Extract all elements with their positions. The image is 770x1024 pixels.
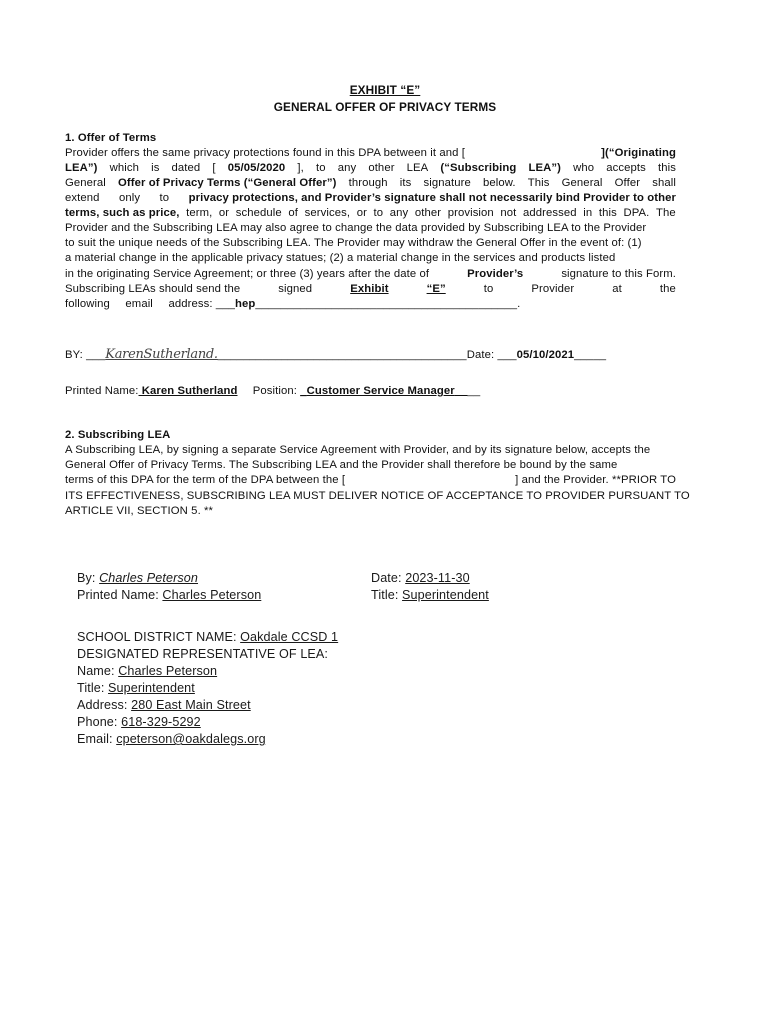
text-segment: signature to this Form.: [561, 268, 676, 280]
date-lead: ___: [497, 349, 517, 361]
designated-representative-label: DESIGNATED REPRESENTATIVE OF LEA:: [77, 647, 329, 661]
text-segment: the: [659, 283, 676, 295]
district-address-label: Address:: [77, 698, 128, 712]
text-segment: only: [118, 192, 141, 204]
text-segment: A Subscribing LEA, by signing a separate Service Agreement with Provider, and by its signature below, accepts the: [65, 444, 651, 456]
text-segment: dated: [171, 162, 201, 174]
district-phone-line: [77, 715, 201, 729]
text-segment: to: [373, 207, 384, 219]
by-lead: ___: [86, 349, 106, 361]
position-value: Customer Service Manager: [306, 385, 455, 397]
text-segment: this: [598, 207, 617, 219]
district-email-label: Email:: [77, 732, 113, 746]
paragraph-line: [65, 222, 676, 237]
paragraph-line: [65, 162, 676, 177]
text-segment: a material change in the applicable privacy statues; (2) a material change in the services and products listed: [65, 252, 616, 264]
text-segment: 05/05/2020: [227, 162, 286, 174]
text-segment: General: [561, 177, 603, 189]
paragraph-line: [65, 490, 690, 505]
paragraph-line: [65, 283, 676, 298]
lea-by-line: [77, 571, 198, 585]
text-segment: term,: [186, 207, 213, 219]
email-field: [168, 298, 520, 313]
section-1-heading: 1. Offer of Terms: [65, 132, 157, 144]
text-segment: to: [315, 162, 326, 174]
text-segment: its: [399, 177, 412, 189]
text-segment: below.: [483, 177, 516, 189]
district-name-line: [77, 664, 217, 678]
lea-title-value: Superintendent: [402, 588, 489, 602]
lea-printed-name-value: Charles Peterson: [162, 588, 262, 602]
email-value: hep: [235, 298, 256, 310]
lea-date-label: Date:: [371, 571, 402, 585]
lea-date-value: 2023-11-30: [405, 571, 470, 585]
text-segment: (“Subscribing: [440, 162, 517, 174]
text-segment: who: [573, 162, 595, 174]
text-segment: to: [159, 192, 170, 204]
text-segment: any: [337, 162, 357, 174]
text-segment: extend: [65, 192, 100, 204]
district-address-value: 280 East Main Street: [131, 698, 251, 712]
text-segment: terms, such as price,: [65, 207, 180, 219]
exhibit-subtitle: GENERAL OFFER OF PRIVACY TERMS: [273, 100, 497, 114]
position-trail-2: __: [467, 385, 481, 397]
position-trail-1: __: [454, 385, 468, 397]
text-segment: privacy protections, and Provider’s signature shall not necessarily bind Provider to other: [188, 192, 676, 204]
text-segment: in the originating Service Agreement; or three (3) years after the date of: [65, 268, 430, 280]
text-segment: which: [109, 162, 139, 174]
text-segment: of: [288, 207, 299, 219]
text-segment: Exhibit: [350, 283, 389, 295]
lea-by-label: By:: [77, 571, 96, 585]
text-segment: Provider’s: [467, 268, 524, 280]
district-phone-value: 618-329-5292: [121, 715, 201, 729]
printed-name-label: Printed Name:: [65, 385, 139, 397]
text-segment: or: [356, 207, 367, 219]
text-segment: not: [500, 207, 517, 219]
paragraph-line: [65, 444, 676, 459]
text-segment: this: [657, 162, 676, 174]
text-segment: signature: [423, 177, 471, 189]
text-segment: LEA”): [528, 162, 562, 174]
paragraph-line: [65, 207, 676, 222]
district-address-line: [77, 698, 251, 712]
text-segment: DPA.: [623, 207, 650, 219]
text-segment: provision: [447, 207, 494, 219]
email-trail: _________________________________________: [255, 298, 518, 310]
text-segment: General Offer of Privacy Terms. The Subscribing LEA and the Provider shall therefore be bound by the same: [65, 459, 618, 471]
text-segment: services,: [304, 207, 351, 219]
date-trail: _____: [574, 349, 607, 361]
text-segment: in: [583, 207, 593, 219]
date-label: Date:: [466, 349, 495, 361]
printed-name-position-line: [65, 385, 480, 397]
text-segment: ] and the Provider. **PRIOR TO: [515, 474, 676, 486]
text-segment: signed: [278, 283, 313, 295]
school-district-label: SCHOOL DISTRICT NAME:: [77, 630, 237, 644]
lea-by-value: Charles Peterson: [99, 571, 199, 585]
paragraph-line: [65, 192, 676, 207]
email-line: [65, 298, 676, 313]
district-title-value: Superintendent: [108, 681, 195, 695]
text-segment: LEA”): [65, 162, 98, 174]
district-email-line: [77, 732, 266, 746]
lea-printed-name-label: Printed Name:: [77, 588, 159, 602]
text-segment: [: [212, 162, 216, 174]
lea-date-line: [371, 571, 470, 585]
district-name-value: Charles Peterson: [118, 664, 218, 678]
district-title-line: [77, 681, 195, 695]
handwritten-signature: KarenSutherland.: [105, 347, 218, 362]
text-segment: terms of this DPA for the term of the DPA between the [: [65, 474, 346, 486]
text-segment: to suit the unique needs of the Subscribing LEA. The Provider may withdraw the General Offer in the event of: (1): [65, 237, 642, 249]
district-title-label: Title:: [77, 681, 105, 695]
text-segment: addressed: [523, 207, 577, 219]
text-segment: “E”: [426, 283, 446, 295]
paragraph-line: [65, 459, 676, 474]
district-name-label: Name:: [77, 664, 115, 678]
text-segment: Subscribing LEAs should send the: [65, 283, 241, 295]
text-segment: ],: [297, 162, 304, 174]
text-segment: This: [527, 177, 550, 189]
text-segment: shall: [652, 177, 676, 189]
text-segment: Offer: [614, 177, 641, 189]
by-trail: _______________________________________: [217, 349, 467, 361]
by-label: BY:: [65, 349, 83, 361]
printed-name-value: Karen Sutherland: [138, 385, 238, 397]
text-segment: any: [389, 207, 409, 219]
email-label-following: following: [65, 298, 110, 310]
text-segment: or: [218, 207, 230, 219]
email-lead: ___: [215, 298, 236, 310]
text-segment: schedule: [235, 207, 282, 219]
paragraph-line: [65, 474, 676, 489]
text-segment: Provider offers the same privacy protections found in this DPA between it and [: [65, 147, 465, 159]
text-segment: to: [483, 283, 494, 295]
email-label-address: address:: [168, 298, 213, 310]
school-district-value: Oakdale CCSD 1: [240, 630, 339, 644]
section-2-heading: 2. Subscribing LEA: [65, 429, 171, 441]
lea-printed-name-line: [77, 588, 261, 602]
signature-by-line: [65, 347, 606, 362]
lea-title-line: [371, 588, 489, 602]
text-segment: ITS EFFECTIVENESS, SUBSCRIBING LEA MUST DELIVER NOTICE OF ACCEPTANCE TO PROVIDER PURSUANT TO: [65, 490, 690, 502]
text-segment: Provider: [531, 283, 575, 295]
text-segment: accepts: [606, 162, 646, 174]
position-lead: _: [300, 385, 307, 397]
section-2-last-line: ARTICLE VII, SECTION 5. **: [65, 505, 214, 517]
lea-title-label: Title:: [371, 588, 399, 602]
exhibit-title: EXHIBIT “E”: [349, 83, 421, 97]
email-end: .: [517, 298, 521, 310]
paragraph-line: [65, 268, 676, 283]
district-phone-label: Phone:: [77, 715, 118, 729]
text-segment: ](“Originating: [601, 147, 676, 159]
paragraph-line: [65, 252, 676, 267]
text-segment: LEA: [406, 162, 429, 174]
email-label-email: email: [125, 298, 153, 310]
text-segment: The: [655, 207, 676, 219]
school-district-line: [77, 630, 338, 644]
text-segment: General: [65, 177, 106, 189]
text-segment: other: [368, 162, 395, 174]
position-label: Position:: [252, 385, 297, 397]
text-segment: is: [151, 162, 160, 174]
text-segment: other: [414, 207, 442, 219]
paragraph-line: [65, 147, 676, 162]
paragraph-line: [65, 177, 676, 192]
text-segment: Offer of Privacy Terms (“General Offer”): [118, 177, 337, 189]
paragraph-line: [65, 237, 676, 252]
text-segment: through: [348, 177, 388, 189]
district-email-value: cpeterson@oakdalegs.org: [116, 732, 266, 746]
text-segment: Provider and the Subscribing LEA may also agree to change the data provided by Subscribing LEA to the Provider: [65, 222, 647, 234]
text-segment: at: [612, 283, 622, 295]
date-value: 05/10/2021: [516, 349, 575, 361]
